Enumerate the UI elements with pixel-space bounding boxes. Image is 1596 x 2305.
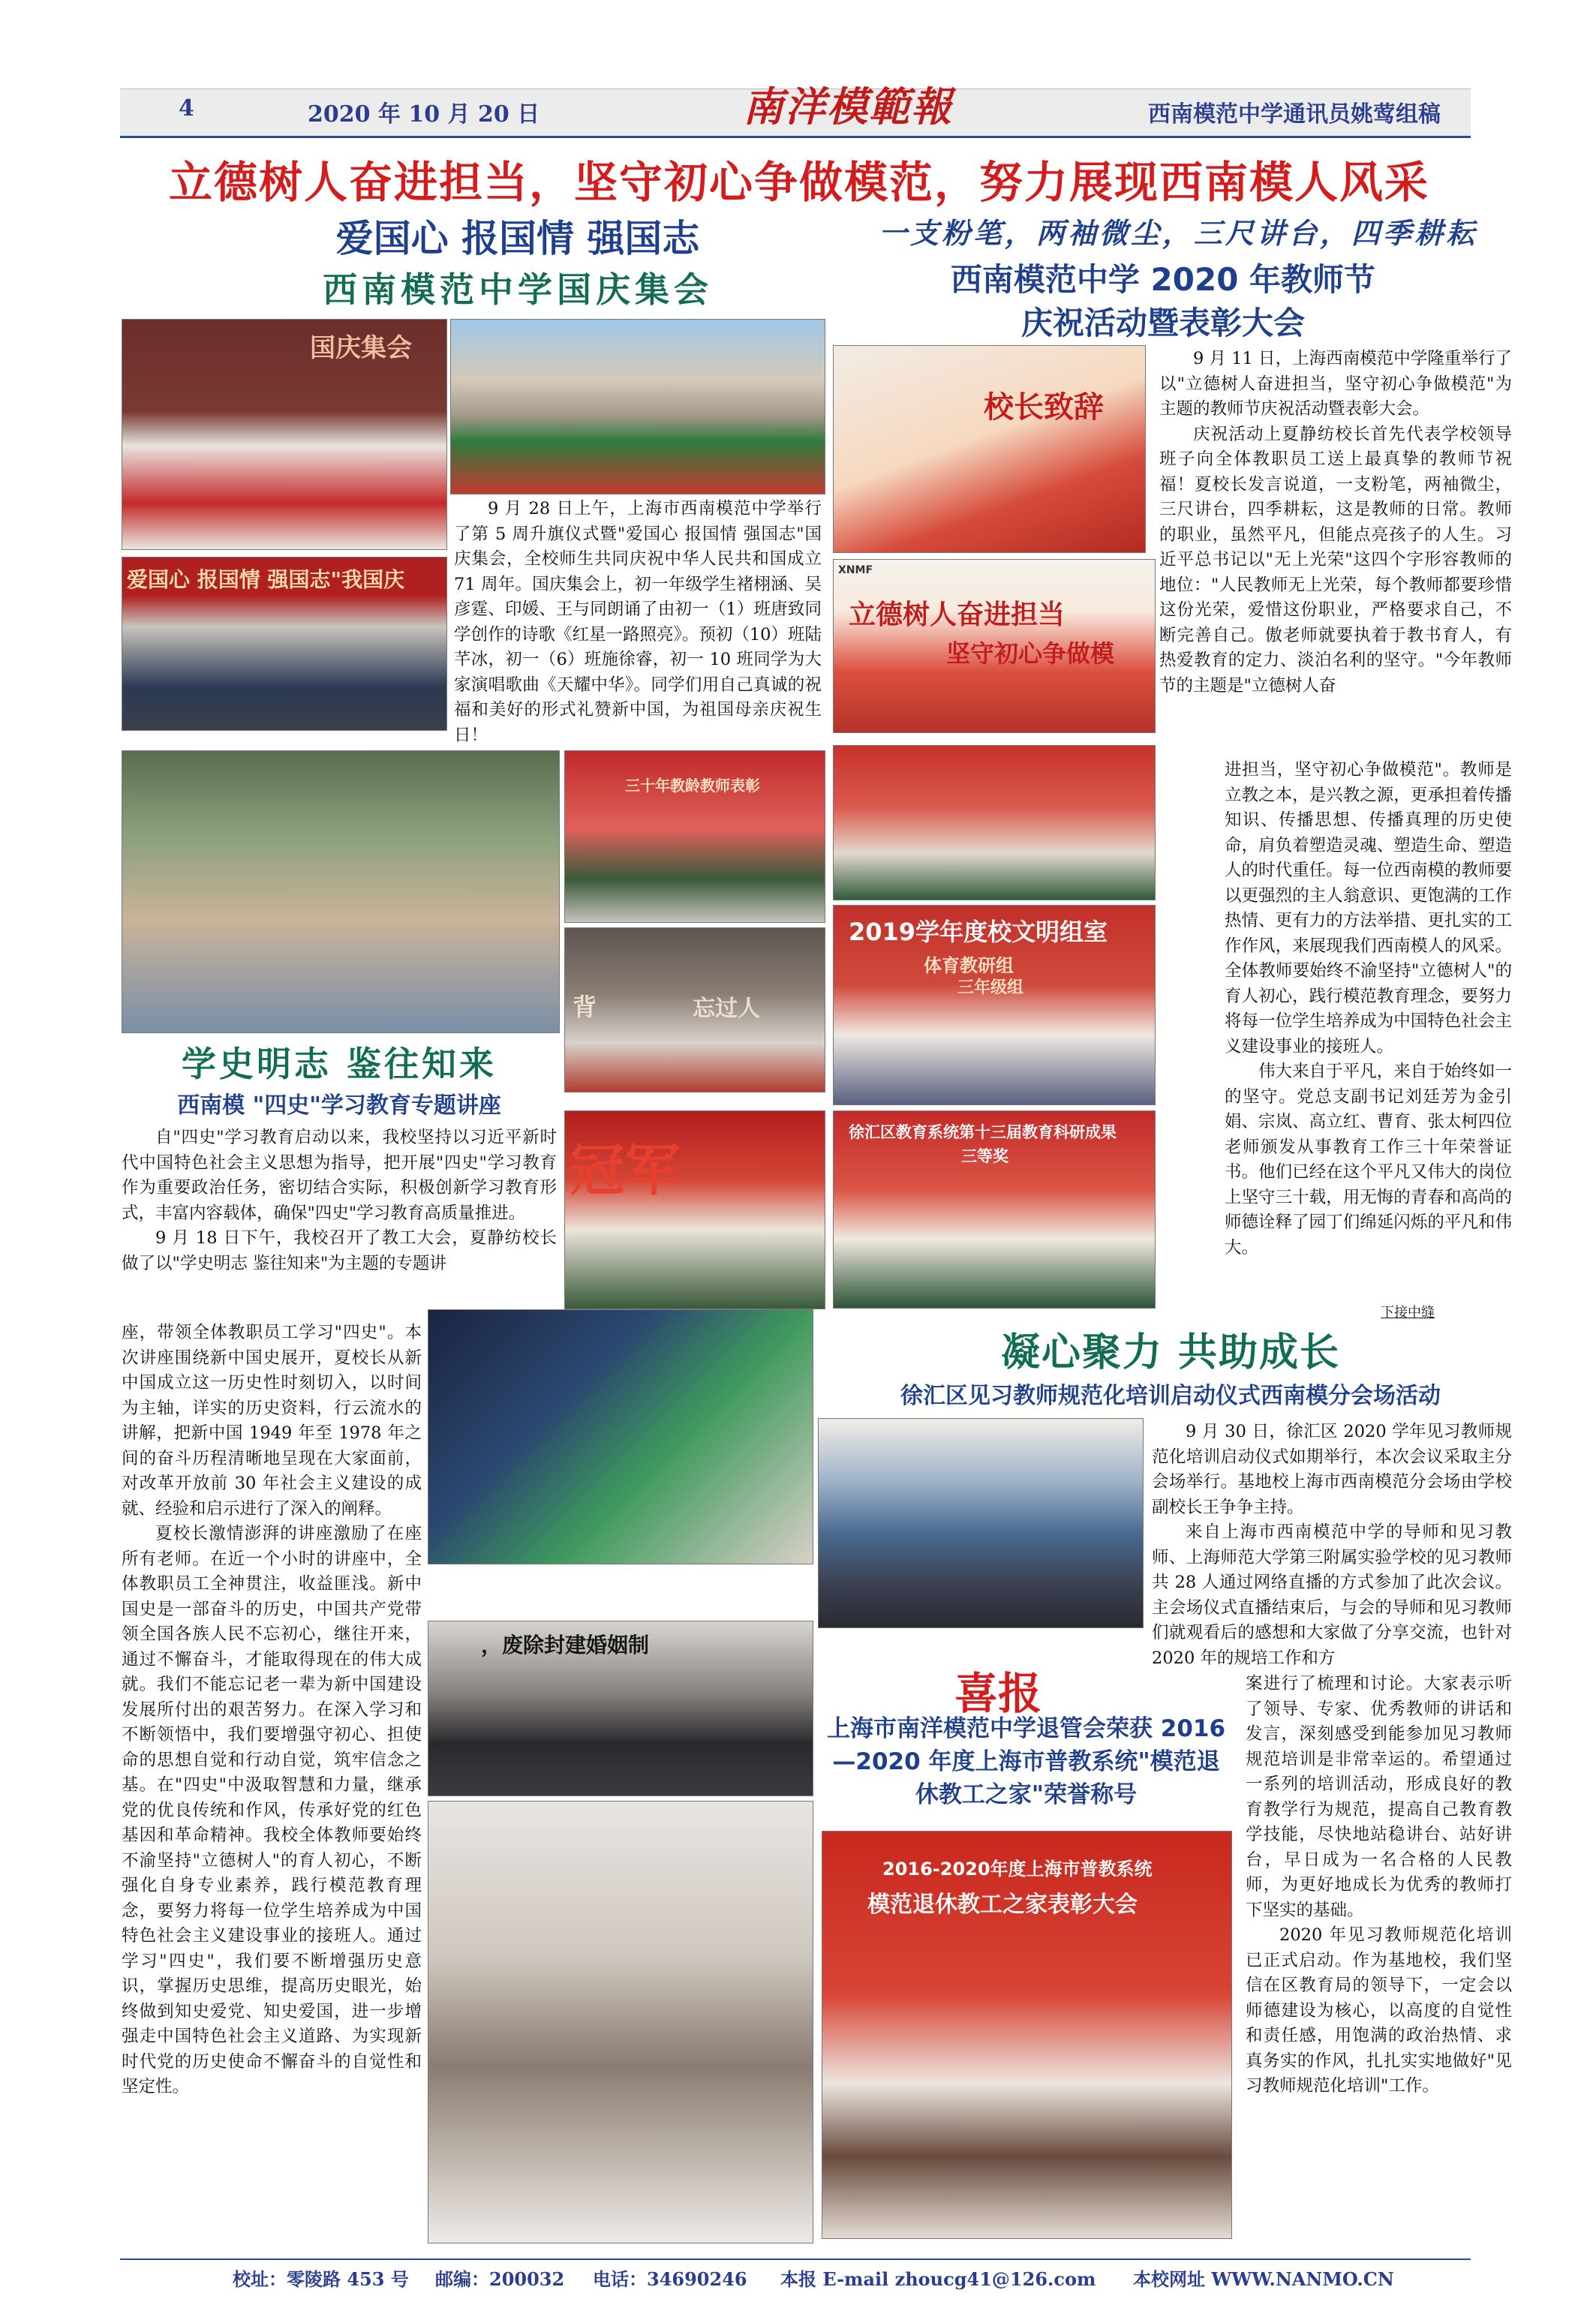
issue-date: 2020 年 10 月 20 日 (308, 101, 540, 128)
school-assembly-photo (450, 319, 825, 494)
photo-banner-text: 三等奖 (961, 1147, 1008, 1165)
oath-photo (833, 559, 1156, 733)
audience-applause-photo (122, 750, 560, 1033)
research-award-photo (833, 1110, 1156, 1309)
photo-banner-text: 校长致辞 (984, 390, 1104, 425)
footer-email: 本报 E-mail zhoucg41@126.com (780, 2268, 1096, 2290)
civilized-office-photo (833, 905, 1156, 1105)
national-day-subtitle: 西南模范中学国庆集会 (323, 269, 713, 310)
photo-banner-text: ，废除封建婚姻制 (481, 1633, 650, 1657)
photo-banner-text: 2019学年度校文明组室 (849, 918, 1108, 946)
photo-banner-text: 背 (573, 993, 597, 1021)
page-number: 4 (179, 95, 194, 122)
continued-note: 下接中缝 (1381, 1305, 1435, 1321)
photo-banner-text: 徐汇区教育系统第十三届教育科研成果 (849, 1123, 1117, 1141)
footer-address: 校址：零陵路 453 号 (233, 2268, 409, 2290)
editor-credit: 西南模范中学通讯员姚莺组稿 (1148, 101, 1441, 128)
teachers-day-body-continued: 进担当，坚守初心争做模范"。教师是立教之本，是兴教之源，更承担着传播知识、传播思想、传播真理的历史使命，肩负着塑造灵魂、塑造生命、塑造人的时代重任。每一位西南模的教师要以更强烈的主人翁意识、更饱满的工作热情、更有力的方法举措、更扎实的工作作风，来展现我们西南模人的风采。全体教师要始终不渝坚持"立德树人"的育人初心，践行模范教育理念，要努力将每一位学生培养成为中国特色社会主义建设事业的接班人。 伟大来自于平凡，来自于始终如一的坚守。党总支副书记刘廷芳为金引娟、宗岚、高立红、曹育、张太柯四位老师颁发从事教育工作三十年荣誉证书。他们已经在这个平凡又伟大的岗位上坚守三十载，用无悔的青春和高尚的师德诠释了园丁们绵延闪烁的平凡和伟大。 (1225, 760, 1512, 1258)
stage-performance-photo (122, 557, 447, 731)
principal-lecture-photo (428, 1621, 813, 1796)
teachers-day-title-2: 庆祝活动暨表彰大会 (1020, 305, 1305, 341)
page-headline: 立德树人奋进担当，坚守初心争做模范，努力展现西南模人风采 (168, 157, 1429, 208)
photo-banner-text: 坚守初心争做模 (946, 639, 1115, 668)
champion-photo (564, 1110, 825, 1309)
history-title: 学史明志 鉴往知来 (181, 1044, 497, 1084)
lecture-screen-photo (428, 1309, 813, 1564)
lecture-speaker-photo (564, 927, 825, 1092)
photo-banner-text: 立德树人奋进担当 (849, 600, 1066, 630)
history-body: 自"四史"学习教育启动以来，我校坚持以习近平新时代中国特色社会主义思想为指导，把开展"四史"学习教育作为重要政治任务，密切结合实际，积极创新学习教育形式，丰富内容载体，确保"四史"学习教育高质量推进。 9 月 18 日下午，我校召开了教工大会，夏静纺校长做了以"学史明志 鉴往知来"为主题的专题讲 (122, 1128, 557, 1273)
teacher-notes-photo (428, 1801, 813, 2243)
photo-banner-text: 忘过人 (693, 996, 760, 1022)
training-venue-photo (818, 1418, 1144, 1628)
teachers-day-title-1: 西南模范中学 2020 年教师节 (950, 261, 1376, 298)
award-list-photo (833, 745, 1156, 900)
training-title: 凝心聚力 共助成长 (1000, 1330, 1341, 1375)
national-day-title: 爱国心 报国情 强国志 (335, 217, 700, 260)
photo-banner-text: 三年级组 (957, 978, 1024, 997)
photo-banner-text: 2016-2020年度上海市普教系统 (882, 1859, 1153, 1880)
award-subtitle: 上海市南洋模范中学退管会荣获 2016—2020 年度上海市普教系统"模范退休教工之家"荣誉称号 (826, 1715, 1226, 1808)
photo-logo: XNMF (838, 564, 873, 576)
thirty-year-honor-photo (564, 750, 825, 923)
photo-banner-text: 三十年教龄教师表彰 (625, 777, 760, 795)
teachers-day-motto: 一支粉笔，两袖微尘，三尺讲台，四季耕耘 (878, 217, 1477, 250)
award-title: 喜报 (954, 1668, 1041, 1719)
national-day-body: 9 月 28 日上午，上海市西南模范中学举行了第 5 周升旗仪式暨"爱国心 报国情 强国志"国庆集会，全校师生共同庆祝中华人民共和国成立 71 周年。国庆集会上，初一年级学生褚栩涵、吴彦霆、印媛、王与同朗诵了由初一（1）班唐致同学创作的诗歌《红星一路照亮》。预初（10）班陆芊冰，初一（6）班施徐睿，初一 10 班同学为大家演唱歌曲《天耀中华》。同学们用自己真诚的祝福和美好的形式礼赞新中国，为祖国母亲庆祝生日！ (454, 499, 822, 745)
training-body: 9 月 30 日，徐汇区 2020 学年见习教师规范化培训启动仪式如期举行，本次会议采取主分会场举行。基地校上海市西南模范分会场由学校副校长王争争主持。 来自上海市西南模范中学的导师和见习教师、上海师范大学第三附属实验学校的见习教师共 28 人通过网络直播的方式参加了此次会议。主会场仪式直播结束后，与会的导师和见习教师们就观看后的感想和大家做了分享交流，也针对 2020 年的规培工作和方 (1152, 1422, 1512, 1668)
masthead-logo: 南洋模範報 (743, 83, 953, 131)
history-body-continued: 座，带领全体教职员工学习"四史"。本次讲座围绕新中国史展开，夏校长从新中国成立这一历史性时刻切入，以时间为主轴，详实的历史资料，行云流水的讲解，把新中国 1949 年至 1978 年之间的奋斗历程清晰地呈现在大家面前，对改革开放前 30 年社会主义建设的成就、经验和启示进行了深入的阐释。 夏校长激情澎湃的讲座激励了在座所有老师。在近一个小时的讲座中，全体教职员工全神贯注，收益匪浅。新中国史是一部奋斗的历史，中国共产党带领全国各族人民不忘初心，继往开来，通过不懈奋斗，才能取得现在的伟大成就。我们不能忘记老一辈为新中国建设发展所付出的艰苦努力。在深入学习和不断领悟中，我们要增强守初心、担使命的思想自觉和行动自觉，筑牢信念之基。在"四史"中汲取智慧和力量，继承党的优良传统和作风，传承好党的红色基因和革命精神。我校全体教师要始终不渝坚持"立德树人"的育人初心，不断强化自身专业素养，践行模范教育理念，要努力将每一位学生培养成为中国特色社会主义建设事业的接班人。通过学习"四史"，我们要不断增强历史意识，掌握历史思维，提高历史眼光，始终做到知史爱党、知史爱国，进一步增强走中国特色社会主义道路、为实现新时代党的历史使命不懈奋斗的自觉性和坚定性。 (122, 1323, 422, 2096)
photo-banner-text: 冠军 (570, 1138, 681, 1203)
page-footer (120, 2258, 1471, 2293)
photo-banner-text: 国庆集会 (310, 333, 412, 363)
photo-banner-text: 爱国心 报国情 强国志"我国庆 (127, 567, 405, 592)
history-subtitle: 西南模 "四史"学习教育专题讲座 (177, 1092, 501, 1119)
principal-speech-photo (833, 345, 1146, 553)
photo-banner-text: 体育教研组 (924, 955, 1014, 976)
footer-postcode: 邮编：200032 (435, 2268, 565, 2290)
photo-banner-text: 模范退休教工之家表彰大会 (867, 1892, 1138, 1918)
training-subtitle: 徐汇区见习教师规范化培训启动仪式西南模分会场活动 (900, 1383, 1441, 1409)
flag-ceremony-photo (122, 319, 447, 550)
retirees-award-photo (822, 1831, 1232, 2239)
teachers-day-body: 9 月 11 日，上海西南模范中学隆重举行了以"立德树人奋进担当，坚守初心争做模范"为主题的教师节庆祝活动暨表彰大会。 庆祝活动上夏静纺校长首先代表学校领导班子向全体教职员工送上最真挚的教师节祝福！夏校长发言说道，一支粉笔，两袖微尘，三尺讲台，四季耕耘，这是教师的日常。教师的职业，虽然平凡，但能点亮孩子的人生。习近平总书记以"无上光荣"这四个字形容教师的地位："人民教师无上光荣，每个教师都要珍惜这份光荣，爱惜这份职业，严格要求自己，不断完善自己。傲老师就要执着于教书育人，有热爱教育的定力、淡泊名利的坚守。"今年教师节的主题是"立德树人奋 (1159, 349, 1512, 696)
footer-website: 本校网址 WWW.NANMO.CN (1133, 2268, 1394, 2290)
footer-phone: 电话：34690246 (593, 2268, 747, 2290)
training-body-continued: 案进行了梳理和讨论。大家表示听了领导、专家、优秀教师的讲话和发言，深刻感受到能参加见习教师规范培训是非常幸运的。希望通过一系列的培训活动，形成良好的教育教学行为规范，提高自己教育教学技能，尽快地站稳讲台、站好讲台，早日成为一名合格的人民教师，为更好地成长为优秀的教师打下坚实的基础。 2020 年见习教师规范化培训已正式启动。作为基地校，我们坚信在区教育局的领导下，一定会以师德建设为核心，以高度的自觉性和责任感，用饱满的政治热情、求真务实的作风，扎扎实实地做好"见习教师规范化培训"工作。 (1246, 1674, 1512, 2096)
